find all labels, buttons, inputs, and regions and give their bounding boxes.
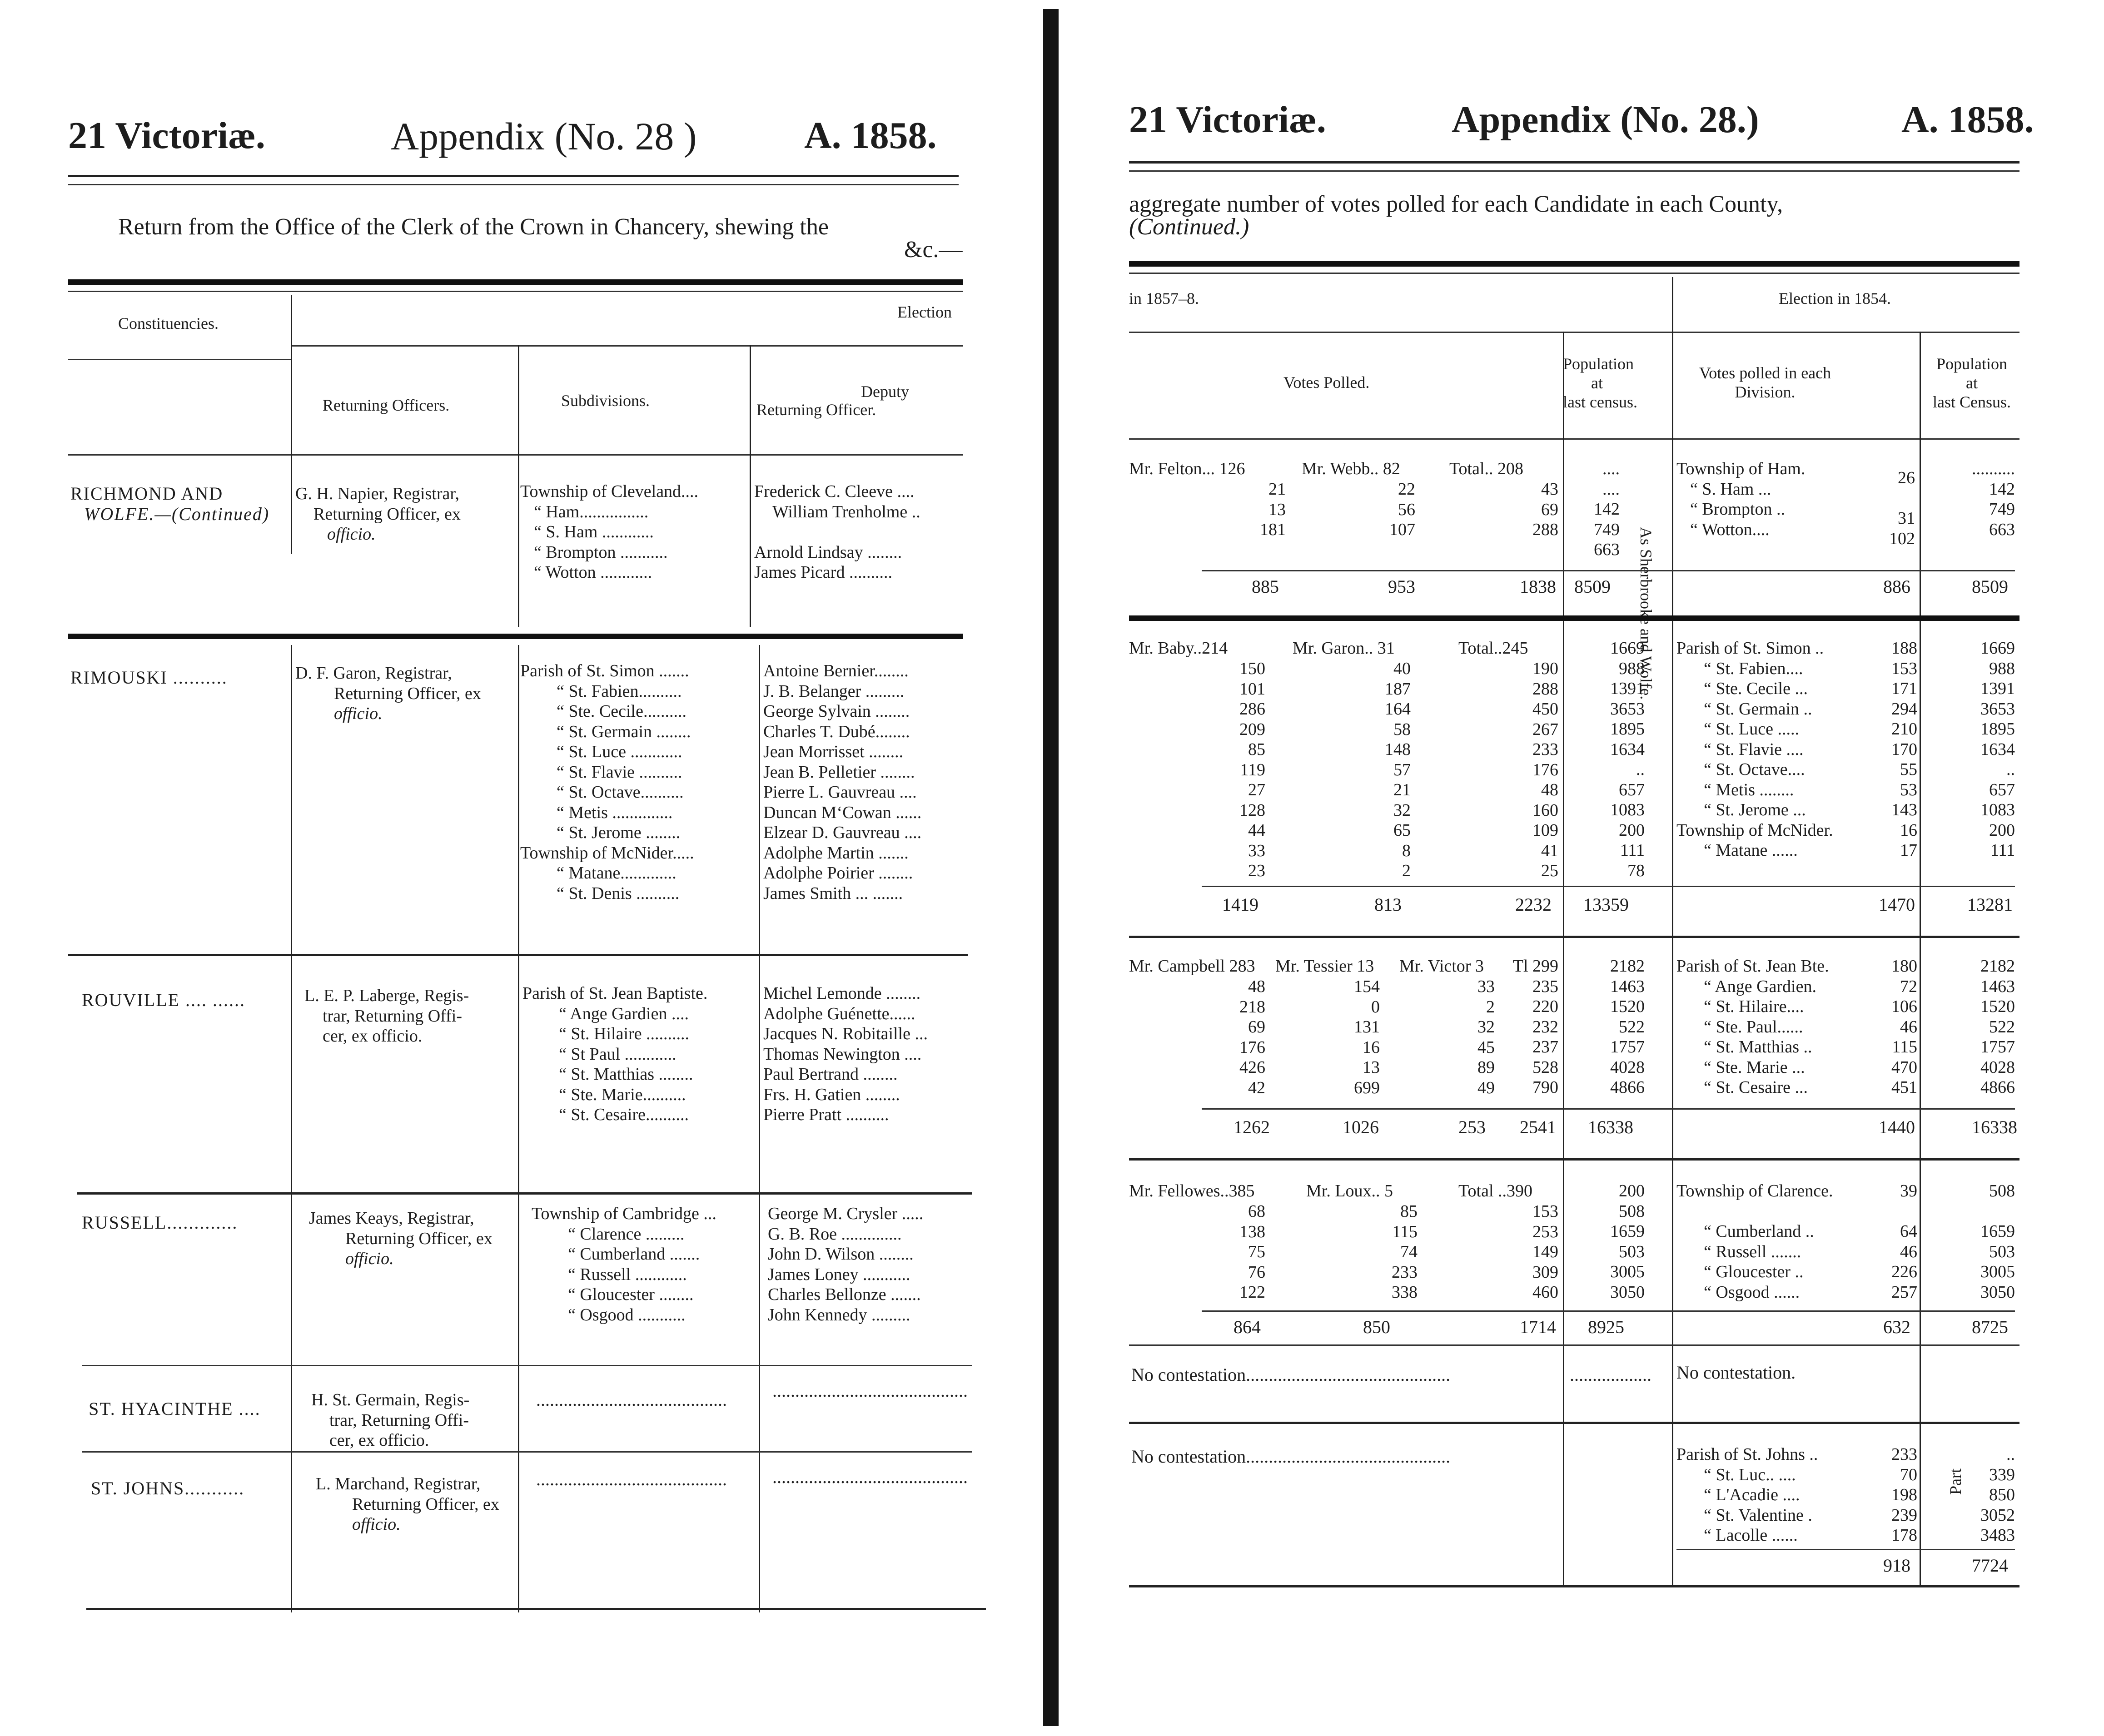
r-rouville-c1: 48 218 69 176 426 42 xyxy=(1239,977,1265,1097)
r-russell-c3: 153 253 149 309 460 xyxy=(1532,1202,1558,1302)
r-russell-total-2: 850 xyxy=(1363,1317,1390,1337)
r-st-johns-div: Parish of St. Johns .. “ St. Luc.. .... “ L'Acadie .... “ St. Valentine . “ Lacolle ...... xyxy=(1676,1445,1818,1545)
r-rimouski-pop2: 1669 988 1391 3653 1895 1634 .. 657 1083 200 111 xyxy=(1980,639,2015,860)
r-st-johns-divvals: 233 70 198 239 178 xyxy=(1891,1445,1917,1545)
r-rouville-sum-rule xyxy=(1202,1108,2015,1110)
st-johns-dots-1: .......................................... xyxy=(536,1469,727,1489)
r-rouville-total-4: 2541 xyxy=(1520,1117,1556,1137)
r-rouville-c2: 154 0 131 16 13 699 xyxy=(1354,977,1380,1097)
r-richmond-c1: Mr. Felton... 126 xyxy=(1129,459,1245,478)
r-rimouski-c1-head: Mr. Baby..214 xyxy=(1129,639,1228,658)
st-hyacinthe-dots-1: .......................................... xyxy=(536,1389,727,1410)
header-right: A. 1858. xyxy=(804,114,937,157)
st-johns-dots-2: ........................................... xyxy=(772,1467,968,1487)
r-russell-c3-head: Total ..390 xyxy=(1458,1181,1533,1200)
r-russell-total-5: 632 xyxy=(1883,1317,1910,1337)
st-hyacinthe-name: ST. HYACINTHE .... xyxy=(89,1399,261,1419)
header-rule-2 xyxy=(68,184,959,185)
r-head-votes-division: Votes polled in each Division. xyxy=(1699,364,1831,401)
r-rimouski-c3-head: Total..245 xyxy=(1458,639,1528,658)
title-line-2: &c.— xyxy=(904,237,963,263)
r-head-bottom-rule xyxy=(1129,438,2019,440)
r-header-left: 21 Victoriæ. xyxy=(1129,99,1326,141)
header-rule xyxy=(68,175,959,177)
r-russell-divvals: 39 64 46 226 257 xyxy=(1891,1181,1917,1302)
r-st-hyacinthe-right: No contestation. xyxy=(1676,1362,1796,1383)
r-rule-after-russell xyxy=(1129,1344,2019,1346)
r-vline-pop2 xyxy=(1920,332,1921,1585)
r-rimouski-sum-rule xyxy=(1202,886,2015,887)
st-johns-officer: L. Marchand, Registrar, Returning Officer, ex officio. xyxy=(316,1474,499,1534)
r-richmond-div: Township of Ham. “ S. Ham ... “ Brompton .. “ Wotton.... xyxy=(1676,459,1806,539)
rouville-officer: L. E. P. Laberge, Regis- trar, Returning Offi- cer, ex officio. xyxy=(304,986,469,1046)
r-richmond-total-2: 953 xyxy=(1388,576,1415,597)
r-russell-c1-head: Mr. Fellowes..385 xyxy=(1129,1181,1255,1200)
r-head-population: Population at last census. xyxy=(1563,355,1637,411)
r-russell-total-4: 8925 xyxy=(1588,1317,1624,1337)
header-left: 21 Victoriæ. xyxy=(68,114,265,157)
r-rimouski-c1: 150 101 286 209 85 119 27 128 44 33 23 xyxy=(1239,659,1265,880)
st-hyacinthe-dots-2: ........................................... xyxy=(772,1380,968,1401)
r-russell-sum-rule xyxy=(1202,1310,2015,1312)
r-richmond-c3: Total.. 208 xyxy=(1449,459,1524,478)
r-richmond-side: As Sherbrooke and Wolfe. xyxy=(1637,527,1655,700)
r-head-1854: Election in 1854. xyxy=(1779,289,1891,308)
r-rouville-pop: 2182 1463 1520 522 1757 4028 4866 xyxy=(1610,957,1645,1097)
r-rimouski-divvals: 188 153 171 294 210 170 55 53 143 16 17 xyxy=(1891,639,1917,860)
r-rouville-c3: 33 2 32 45 89 49 xyxy=(1477,977,1495,1097)
r-table-top-rule-2 xyxy=(1129,273,2019,274)
vline-3b xyxy=(759,645,760,1612)
table-top-rule-2 xyxy=(68,291,963,292)
r-head-1857: in 1857–8. xyxy=(1129,289,1199,308)
r-richmond-sum-rule xyxy=(1202,570,2015,571)
r-rule-after-st-hyacinthe xyxy=(1129,1422,2019,1424)
rule-after-russell xyxy=(82,1365,972,1366)
r-st-johns-total-1: 918 xyxy=(1883,1555,1910,1576)
r-rimouski-total-2: 813 xyxy=(1374,894,1402,915)
r-title-line-1: aggregate number of votes polled for each Candidate in each County, xyxy=(1129,191,1783,217)
r-head-votes-polled: Votes Polled. xyxy=(1283,373,1370,392)
st-hyacinthe-officer: H. St. Germain, Regis- trar, Returning Offi- cer, ex officio. xyxy=(311,1390,470,1450)
r-richmond-pop2: .......... 142 749 663 xyxy=(1972,459,2015,539)
r-rimouski-total-4: 13359 xyxy=(1583,894,1629,915)
r-richmond-c1-vals: 21 13 181 xyxy=(1260,480,1286,539)
book-spine xyxy=(1043,9,1059,1726)
r-russell-c2: 85 115 74 233 338 xyxy=(1392,1202,1418,1302)
russell-subdivisions: Township of Cambridge ... “ Clarence ......... “ Cumberland ....... “ Russell ............ “ Gloucester ........ “ Osgood ........... xyxy=(532,1204,716,1324)
r-header-rule xyxy=(1129,161,2019,164)
r-russell-total-1: 864 xyxy=(1234,1317,1261,1337)
richmond-name-2: WOLFE.—(Continued) xyxy=(84,504,270,524)
r-rouville-c1-head: Mr. Campbell 283 xyxy=(1129,957,1255,976)
r-richmond-total-5: 886 xyxy=(1883,576,1910,597)
r-russell-c1: 68 138 75 76 122 xyxy=(1239,1202,1265,1302)
russell-name: RUSSELL............. xyxy=(82,1212,238,1233)
richmond-deputies: Frederick C. Cleeve .... William Trenholme .. Arnold Lindsay ........ James Picard .......... xyxy=(754,482,920,582)
rule-after-rimouski xyxy=(68,954,968,956)
r-head-rule xyxy=(1129,332,2019,333)
r-rule-after-richmond xyxy=(1129,615,2019,621)
r-table-top-rule xyxy=(1129,261,2019,267)
col-deputy-2: Returning Officer. xyxy=(756,401,876,419)
rule-after-st-hyacinthe xyxy=(82,1451,972,1453)
r-richmond-total-6: 8509 xyxy=(1972,576,2008,597)
col-returning: Returning Officers. xyxy=(323,396,450,414)
r-rouville-div: Parish of St. Jean Bte. “ Ange Gardien. “ St. Hilaire.... “ Ste. Paul...... “ St. Matthias .. “ Ste. Marie ... “ St. Cesaire ... xyxy=(1676,957,1829,1097)
richmond-officer: G. H. Napier, Registrar, Returning Officer, ex officio. xyxy=(295,484,461,544)
table-bottom-rule xyxy=(86,1608,986,1610)
r-st-hyacinthe-mid: .................. xyxy=(1570,1364,1651,1385)
vline-1b xyxy=(291,645,292,1612)
r-rouville-c2-head: Mr. Tessier 13 xyxy=(1275,957,1374,976)
col-constituencies: Constituencies. xyxy=(118,314,219,332)
r-richmond-total-3: 1838 xyxy=(1520,576,1556,597)
r-russell-pop: 200 508 1659 503 3005 3050 xyxy=(1610,1181,1645,1302)
col-deputy-1: Deputy xyxy=(861,382,909,401)
vline-2b xyxy=(518,645,519,1612)
r-rouville-total-2: 1026 xyxy=(1343,1117,1379,1137)
r-richmond-total-1: 885 xyxy=(1252,576,1279,597)
rouville-deputies: Michel Lemonde ........ Adolphe Guénette...... Jacques N. Robitaille ... Thomas Newington .... Paul Bertrand ........ Frs. H. Gatien ........ Pierre Pratt .......... xyxy=(763,984,928,1124)
rouville-name: ROUVILLE .... ...... xyxy=(82,990,245,1010)
vline-2a xyxy=(518,345,519,627)
russell-deputies: George M. Crysler ..... G. B. Roe .............. John D. Wilson ........ James Loney ........... Charles Bellonze ....... John Kennedy ......... xyxy=(768,1204,924,1324)
r-header-right: A. 1858. xyxy=(1901,99,2034,141)
r-rouville-pop2: 2182 1463 1520 522 1757 4028 4866 xyxy=(1980,957,2015,1097)
r-rouville-c4: Tl 299 235 220 232 237 528 790 xyxy=(1512,957,1558,1097)
r-rule-after-rimouski xyxy=(1129,936,2019,938)
col-election: Election xyxy=(897,303,952,321)
r-rimouski-total-5: 1470 xyxy=(1879,894,1915,915)
left-page xyxy=(0,0,1040,1736)
r-rimouski-c3: 190 288 450 267 233 176 48 160 109 41 25 xyxy=(1532,659,1558,880)
right-page xyxy=(1065,0,2104,1736)
r-title-line-2: (Continued.) xyxy=(1129,214,1249,240)
title-line-1: Return from the Office of the Clerk of the Crown in Chancery, shewing the xyxy=(118,214,829,240)
rimouski-name: RIMOUSKI .......... xyxy=(70,667,228,688)
r-header-rule-2 xyxy=(1129,170,2019,172)
r-richmond-c3-vals: 43 69 288 xyxy=(1532,480,1558,539)
r-rimouski-pop: 1669 988 1391 3653 1895 1634 .. 657 1083 200 111 78 xyxy=(1610,639,1645,880)
r-header-center: Appendix (No. 28.) xyxy=(1452,99,1759,141)
r-rimouski-total-1: 1419 xyxy=(1222,894,1258,915)
r-rouville-total-5: 16338 xyxy=(1588,1117,1633,1137)
r-rimouski-c2-head: Mr. Garon.. 31 xyxy=(1293,639,1395,658)
r-richmond-total-4: 8509 xyxy=(1574,576,1611,597)
r-russell-div: Township of Clarence. “ Cumberland .. “ Russell ....... “ Gloucester .. “ Osgood ...... xyxy=(1676,1181,1833,1302)
r-rule-after-rouville xyxy=(1129,1158,2019,1161)
r-head-population-2: Population at last Census. xyxy=(1932,355,2011,411)
r-richmond-divvals: 26 31 102 xyxy=(1889,468,1915,548)
r-rimouski-c2: 40 187 164 58 148 57 21 32 65 8 2 xyxy=(1385,659,1411,880)
r-russell-total-3: 1714 xyxy=(1520,1317,1556,1337)
r-russell-c2-head: Mr. Loux.. 5 xyxy=(1306,1181,1393,1200)
r-st-hyacinthe-left: No contestation............................................. xyxy=(1131,1364,1451,1385)
r-st-johns-pop2: .. 339 850 3052 3483 xyxy=(1980,1445,2015,1545)
rimouski-officer: D. F. Garon, Registrar, Returning Officer, ex officio. xyxy=(295,664,481,723)
richmond-name-1: RICHMOND AND xyxy=(70,483,224,504)
russell-officer: James Keays, Registrar, Returning Officer, ex officio. xyxy=(309,1209,492,1268)
r-vline-pop xyxy=(1563,332,1564,1585)
richmond-subdivisions: Township of Cleveland.... “ Ham................ “ S. Ham ............ “ Brompton ........... “ Wotton ............ xyxy=(520,482,699,582)
r-st-johns-sum-rule xyxy=(1676,1549,2015,1550)
r-richmond-pop: .... .... 142 749 663 xyxy=(1594,459,1620,559)
rimouski-subdivisions: Parish of St. Simon ....... “ St. Fabien.......... “ Ste. Cecile.......... “ St. Germain ........ “ St. Luce ............ “ St. Flavie .......... “ St. Octave.......... “ Metis .............. “ St. Jerome ........ Township of McNider..... “ Matane............. “ St. Denis .......... xyxy=(520,661,694,903)
r-vline-mid xyxy=(1672,277,1673,1585)
r-rouville-total-3: 253 xyxy=(1458,1117,1486,1137)
vline-1a xyxy=(291,295,292,554)
rule-after-rouville xyxy=(77,1192,972,1195)
col-subdivisions: Subdivisions. xyxy=(561,392,650,410)
r-russell-total-6: 8725 xyxy=(1972,1317,2008,1337)
r-rouville-divvals: 180 72 106 46 115 470 451 xyxy=(1891,957,1917,1097)
r-st-johns-part: Part xyxy=(1946,1468,1965,1495)
r-rimouski-total-6: 13281 xyxy=(1967,894,2013,915)
r-st-johns-left: No contestation............................................. xyxy=(1131,1446,1451,1467)
r-russell-pop2: 508 1659 503 3005 3050 xyxy=(1980,1181,2015,1302)
r-table-bottom-rule xyxy=(1129,1585,2019,1587)
header-center: Appendix (No. 28 ) xyxy=(391,114,697,158)
r-rouville-total-7: 16338 xyxy=(1972,1117,2017,1137)
r-richmond-c2-vals: 22 56 107 xyxy=(1389,480,1415,539)
header-bottom-rule xyxy=(68,454,963,456)
r-rimouski-div: Parish of St. Simon .. “ St. Fabien.... “ Ste. Cecile ... “ St. Germain .. “ St. Luce ..... “ St. Flavie .... “ St. Octave.... “ Metis ........ “ St. Jerome ... Township of McNider. “ Matane ...... xyxy=(1676,639,1833,860)
rimouski-deputies: Antoine Bernier........ J. B. Belanger ......... George Sylvain ........ Charles T. Dubé........ Jean Morrisset ........ Jean B. Pelletier ........ Pierre L. Gauvreau .... Duncan M‘Cowan ...... Elzear D. Gauvreau .... Adolphe Martin ....... Adolphe Poirier ........ James Smith ... ....... xyxy=(763,661,922,903)
r-st-johns-total-2: 7724 xyxy=(1972,1555,2008,1576)
rule-after-richmond xyxy=(68,634,963,639)
election-underline xyxy=(291,345,963,347)
table-top-rule xyxy=(68,279,963,285)
r-rouville-total-6: 1440 xyxy=(1879,1117,1915,1137)
r-richmond-c2: Mr. Webb.. 82 xyxy=(1302,459,1400,478)
vline-3a xyxy=(750,345,751,627)
r-rouville-total-1: 1262 xyxy=(1234,1117,1270,1137)
constituency-underline xyxy=(68,359,291,360)
r-rimouski-total-3: 2232 xyxy=(1515,894,1552,915)
r-rouville-c3-head: Mr. Victor 3 xyxy=(1399,957,1484,976)
rouville-subdivisions: Parish of St. Jean Baptiste. “ Ange Gardien .... “ St. Hilaire .......... “ St Paul ............ “ St. Matthias ........ “ Ste. Marie.......... “ St. Cesaire.......... xyxy=(522,984,708,1124)
st-johns-name: ST. JOHNS........... xyxy=(91,1478,245,1498)
